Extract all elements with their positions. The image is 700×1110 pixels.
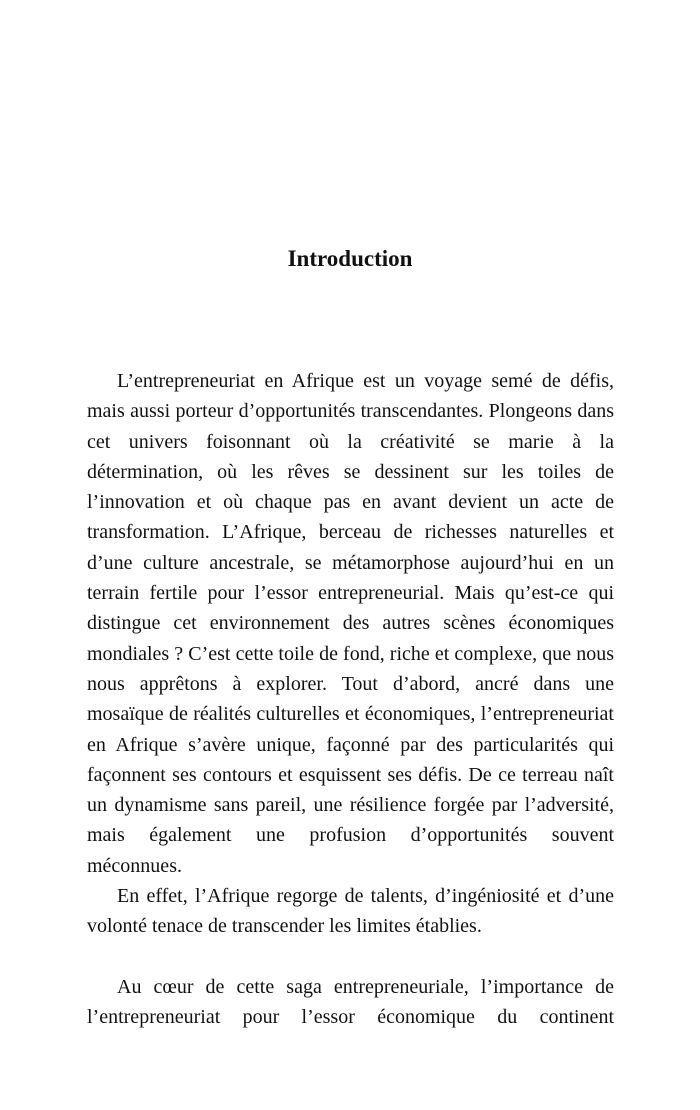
chapter-body [87, 366, 614, 1032]
chapter-title: Introduction [287, 246, 413, 271]
paragraph-1: L’entrepreneuriat en Afrique est un voyage semé de défis, mais aussi porteur d’opportunités transcendantes. Plongeons dans cet univers foisonnant où la créativité se marie à la détermination, où les rêves se dessinent sur les toiles de l’innovation et où chaque pas en avant devient un acte de transformation. L’Afrique, berceau de richesses naturelles et d’une culture ancestrale, se métamorphose aujourd’hui en un terrain fertile pour l’essor entrepreneurial. Mais qu’est-ce qui distingue cet environnement des autres scènes économiques mondiales ? C’est cette toile de fond, riche et complexe, que nous nous apprêtons à explorer. Tout d’abord, ancré dans une mosaïque de réalités culturelles et économiques, l’entrepreneuriat en Afrique s’avère unique, façonné par des particularités qui façonnent ses contours et esquissent ses défis. De ce terreau naît un dynamisme sans pareil, une résilience forgée par l’adversité, mais également une profusion d’opportunités souvent méconnues. [87, 370, 614, 877]
paragraph-3: Au cœur de cette saga entrepreneuriale, l’importance de l’entrepreneuriat pour l’essor économique du continent [87, 975, 614, 1028]
paragraph-2: En effet, l’Afrique regorge de talents, d’ingéniosité et d’une volonté tenace de transcender les limites établies. [87, 885, 614, 938]
